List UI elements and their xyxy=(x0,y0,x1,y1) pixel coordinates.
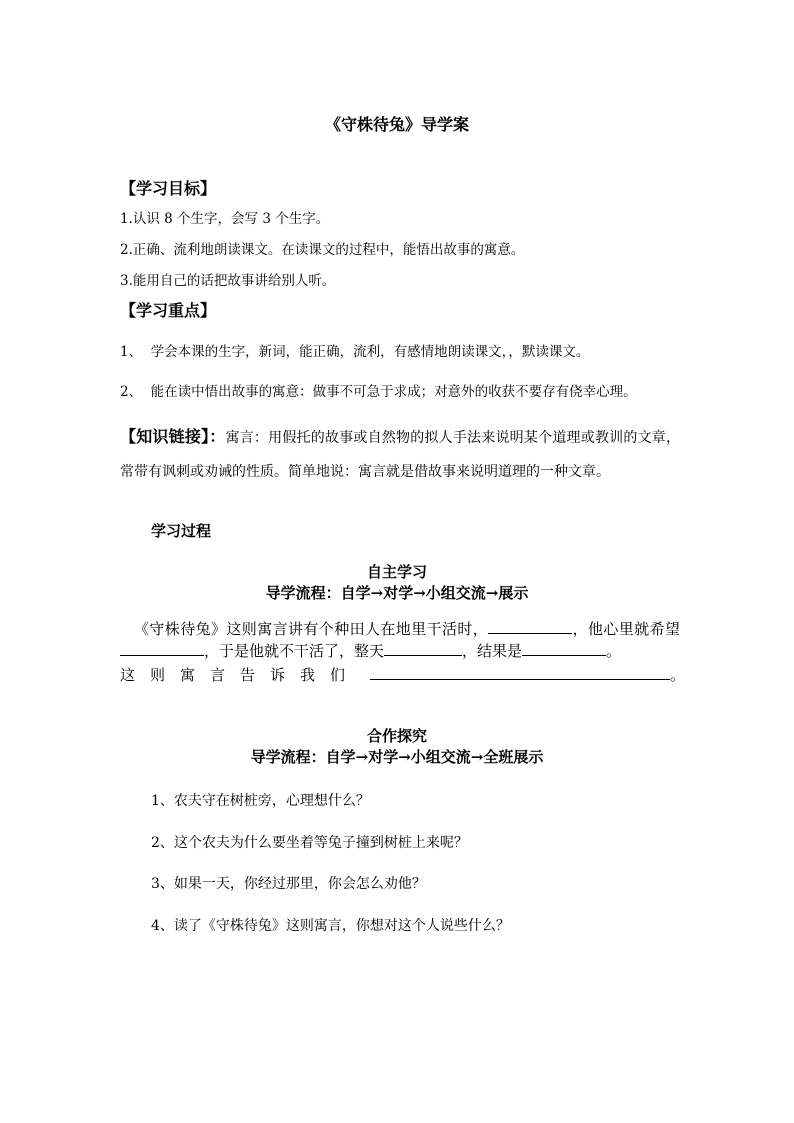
lesson-prefix: 这则寓言告诉我们 xyxy=(120,666,361,684)
question-item: 3、如果一天，你经过那里，你会怎么劝他？ xyxy=(151,876,426,892)
objectives-heading: 【学习目标】 xyxy=(120,179,217,198)
lesson-line xyxy=(120,664,685,685)
cooperative-heading: 合作探究 xyxy=(366,727,427,745)
key-point-item: 1、 学会本课的生字，新词，能正确，流利，有感情地朗读课文，，默读课文。 xyxy=(120,344,590,360)
self-study-heading: 自主学习 xyxy=(366,563,427,581)
question-item: 4、读了《守株待兔》这则寓言，你想对这个人说些什么？ xyxy=(151,918,510,934)
exercise-text: ，于是他就不干活了，整天 xyxy=(204,642,385,660)
key-points-heading: 【学习重点】 xyxy=(120,301,217,320)
answer-blank[interactable] xyxy=(522,641,606,656)
cooperative-flow: 导学流程：自学→对学→小组交流→全班展示 xyxy=(250,748,544,766)
exercise-text: 。 xyxy=(606,642,622,660)
lesson-end: 。 xyxy=(670,666,686,684)
question-item: 1、农夫守在树桩旁，心理想什么？ xyxy=(151,793,370,809)
objective-item: 2.正确、流利地朗读课文。在读课文的过程中，能悟出故事的寓意。 xyxy=(120,242,525,258)
answer-blank[interactable] xyxy=(384,641,462,656)
exercise-text: ，他心里就希望 xyxy=(572,620,680,638)
self-study-exercise xyxy=(120,618,680,662)
knowledge-text: 寓言：用假托的故事或自然物的拟人手法来说明某个道理或教训的文章，常带有讽刺或劝诫的性质。简单地说：寓言就是借故事来说明道理的一种文章。 xyxy=(120,430,680,480)
exercise-text: 《守株待兔》这则寓言讲有个种田人在地里干活时， xyxy=(134,620,489,638)
objective-item: 3.能用自己的话把故事讲给别人听。 xyxy=(120,273,336,289)
key-point-item: 2、 能在读中悟出故事的寓意：做事不可急于求成；对意外的收获不要存有侥幸心理。 xyxy=(120,384,637,400)
lesson-answer-blank[interactable] xyxy=(370,665,670,680)
knowledge-link xyxy=(120,420,680,489)
exercise-text: ，结果是 xyxy=(462,642,523,660)
process-heading: 学习过程 xyxy=(151,522,212,540)
objective-item: 1.认识 8 个生字，会写 3 个生字。 xyxy=(120,211,330,227)
self-study-flow: 导学流程：自学→对学→小组交流→展示 xyxy=(265,584,529,602)
knowledge-heading: 【知识链接】： xyxy=(120,427,226,446)
answer-blank[interactable] xyxy=(120,641,204,656)
answer-blank[interactable] xyxy=(488,619,572,634)
question-item: 2、这个农夫为什么要坐着等兔子撞到树桩上来呢？ xyxy=(151,835,468,851)
document-title: 《守株待兔》导学案 xyxy=(324,115,469,134)
